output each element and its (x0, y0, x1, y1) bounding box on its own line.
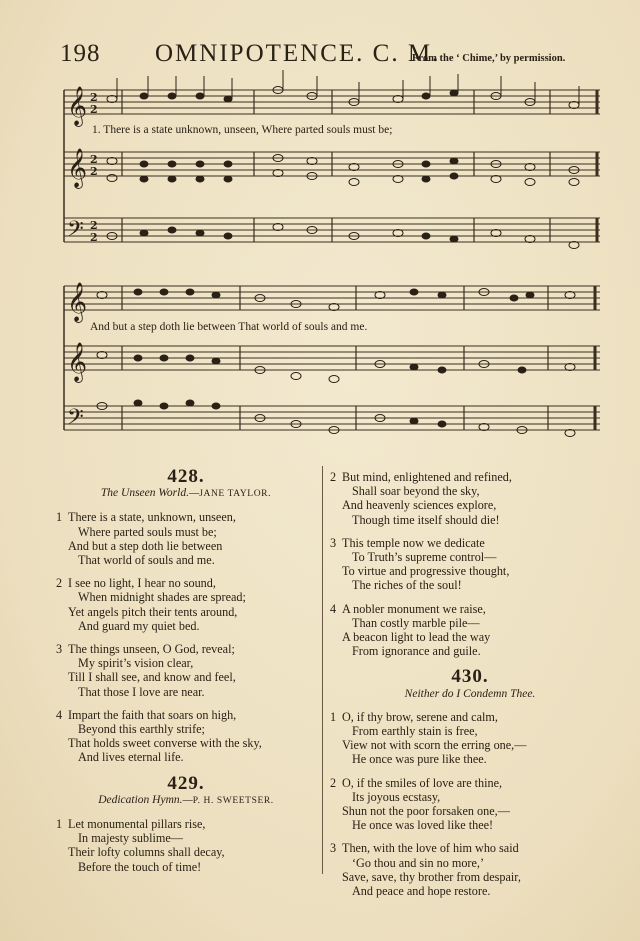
verse-line: The riches of the soul! (352, 578, 462, 593)
verse-line: He once was loved like thee! (352, 818, 494, 833)
verse-line: From earthly stain is free, (352, 724, 478, 739)
verse-line: 2 But mind, enlightened and refined, (330, 470, 512, 484)
verse-line: 3 The things unseen, O God, reveal; (56, 642, 235, 657)
hymn-number-428: 428. (167, 466, 205, 487)
music-system-2 (64, 282, 600, 454)
verse-line: In majesty sublime— (78, 831, 183, 846)
stanza (56, 576, 316, 633)
stanza (330, 536, 610, 593)
hymn-author-429: P. H. SWEETSER. (192, 795, 274, 806)
verse-line: Yet angels pitch their tents around, (68, 604, 238, 619)
svg-text:2: 2 (90, 165, 98, 178)
verse-line: 2 O, if the smiles of love are thine, (330, 775, 503, 790)
verse-line: Beyond this earthly strife; (78, 722, 205, 737)
verse-line: And lives eternal life. (78, 750, 184, 765)
stanza (330, 841, 610, 898)
lyric-line-1: 1. There is a state unknown, unseen, Where parted souls must be; (92, 124, 393, 136)
stanza (330, 710, 610, 767)
verse-line: Where parted souls must be; (78, 524, 217, 539)
stanza (330, 776, 610, 833)
page-number: 198 (60, 40, 101, 67)
verse-line: And guard my quiet bed. (78, 618, 200, 633)
verse-line: That world of souls and me. (78, 553, 215, 568)
verse-line: Save, save, thy brother from despair, (342, 869, 521, 884)
stanza (56, 642, 316, 699)
verse-line: That those I love are near. (78, 684, 205, 699)
verse-line: 1 O, if thy brow, serene and calm, (330, 709, 498, 724)
stanza (56, 708, 316, 765)
verse-line: When midnight shades are spread; (78, 590, 246, 605)
svg-text:𝄞: 𝄞 (67, 342, 88, 382)
verse-line: 3 Then, with the love of him who said (330, 841, 519, 856)
stanza (56, 510, 316, 567)
verse-line: Shun not the poor forsaken one,— (342, 804, 510, 819)
hymn-number-430: 430. (451, 666, 489, 688)
svg-text:𝄢: 𝄢 (67, 405, 84, 435)
verse-line: He once was pure like thee. (352, 752, 487, 767)
verse-line: Till I shall see, and know and feel, (68, 670, 236, 685)
svg-text:2: 2 (90, 153, 98, 166)
verse-line: And but a step doth lie between (68, 538, 223, 553)
left-column (56, 466, 316, 874)
verse-line: Though time itself should die! (352, 512, 500, 527)
verse-line: A beacon light to lead the way (342, 630, 491, 645)
verse-line: Than costly marble pile— (352, 615, 480, 630)
verse-line: 2 I see no light, I hear no sound, (56, 576, 216, 591)
verse-line: 1 Let monumental pillars rise, (56, 817, 206, 832)
verse-line: To Truth’s supreme control— (352, 550, 497, 565)
verse-line: View not with scorn the erring one,— (342, 738, 527, 753)
verse-line: Their lofty columns shall decay, (68, 845, 225, 860)
hymn-heading-428 (56, 486, 316, 501)
verse-line: ‘Go thou and sin no more,’ (352, 855, 485, 870)
verse-line: To virtue and progressive thought, (342, 564, 510, 579)
tune-title: OMNIPOTENCE. C. M. (155, 40, 441, 67)
stanza (330, 470, 610, 527)
svg-text:𝄞: 𝄞 (67, 86, 88, 126)
music-system-1 (64, 86, 600, 266)
verse-line: 4 Impart the faith that soars on high, (56, 707, 237, 722)
svg-text:2: 2 (90, 103, 98, 116)
svg-text:𝄞: 𝄞 (67, 148, 88, 188)
svg-text:𝄞: 𝄞 (67, 282, 88, 322)
verse-line: 4 A nobler monument we raise, (330, 601, 486, 616)
hymn-number-429: 429. (167, 772, 205, 794)
right-column (330, 470, 610, 898)
verse-line: My spirit’s vision clear, (78, 656, 194, 671)
stanza (56, 817, 316, 874)
svg-text:2: 2 (90, 219, 98, 232)
verse-line: And heavenly sciences explore, (342, 498, 497, 513)
page-header (0, 40, 640, 76)
sheet-music-system-2 (64, 282, 600, 454)
sheet-music-system-1 (64, 86, 600, 266)
hymn-subtitle-430: Neither do I Condemn Thee. (404, 687, 536, 700)
svg-text:2: 2 (90, 231, 98, 244)
verse-line: That holds sweet converse with the sky, (68, 736, 262, 751)
svg-text:𝄢: 𝄢 (67, 217, 84, 247)
verse-line: From ignorance and guile. (352, 644, 481, 659)
verse-line: Before the touch of time! (78, 859, 202, 874)
hymn-subtitle-428: The Unseen World.— (100, 487, 200, 500)
stanza (330, 602, 610, 659)
verse-line: Shall soar beyond the sky, (352, 484, 480, 499)
svg-text:2: 2 (90, 91, 98, 104)
hymn-subtitle-429: Dedication Hymn.— (98, 793, 193, 806)
hymn-author-428: JANE TAYLOR. (199, 489, 272, 500)
lyric-line-2: And but a step doth lie between That world of souls and me. (90, 321, 368, 333)
tune-credit: From the ‘ Chime,’ by permission. (412, 53, 566, 64)
column-divider (322, 466, 323, 874)
verse-line: 3 This temple now we dedicate (330, 535, 485, 550)
verse-line: Its joyous ecstasy, (352, 789, 441, 804)
hymn-heading-429 (56, 793, 316, 808)
verse-line: 1 There is a state, unknown, unseen, (56, 510, 236, 525)
verse-line: And peace and hope restore. (352, 884, 491, 899)
